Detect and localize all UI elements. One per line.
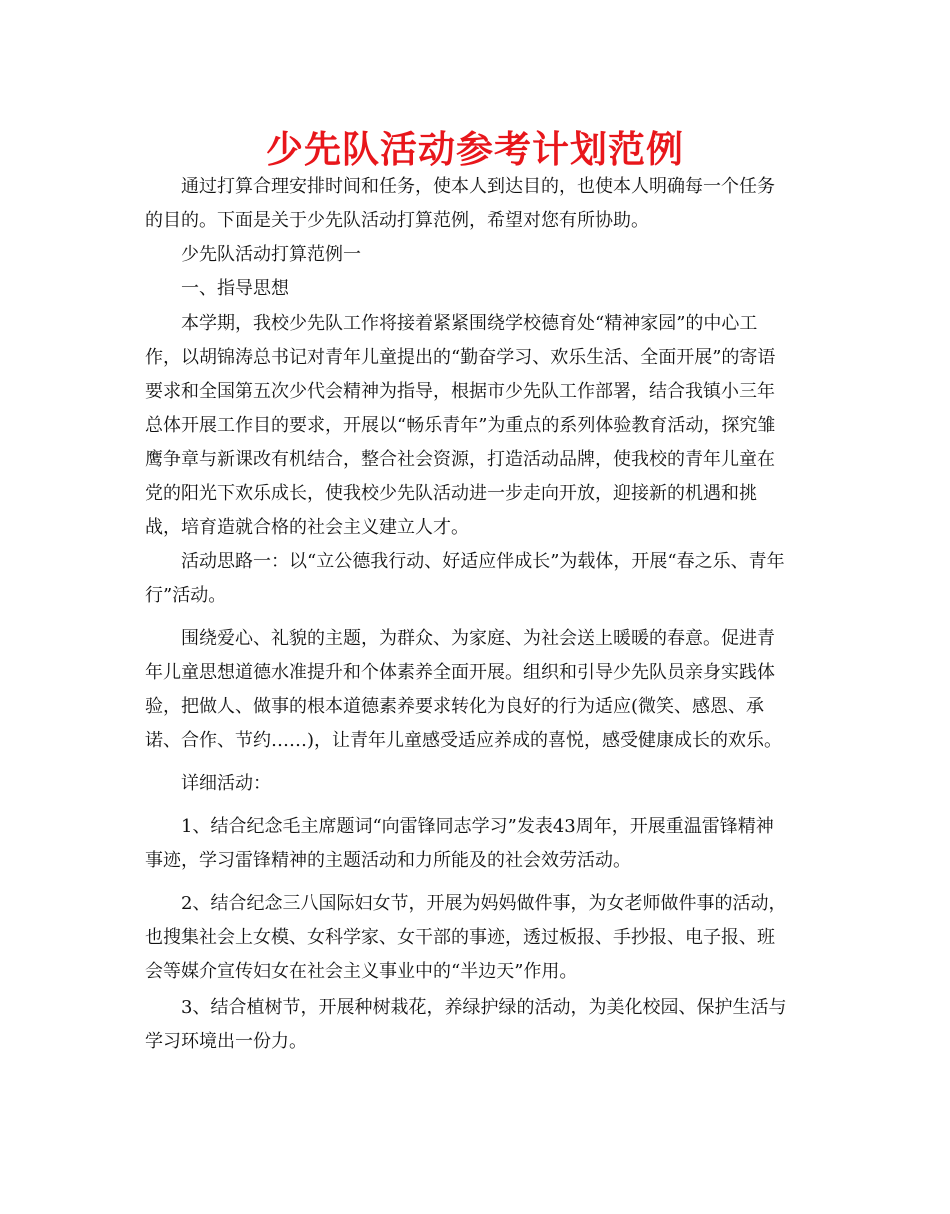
body-line: 学习环境出一份力。: [145, 1031, 307, 1052]
body-line: 围绕爱心、礼貌的主题，为群众、为家庭、为社会送上暖暖的春意。促进青: [181, 628, 775, 649]
body-line: 行”活动。: [145, 585, 227, 606]
body-line: 1、结合纪念毛主席题词“向雷锋同志学习”发表43周年，开展重温雷锋精神: [181, 816, 774, 837]
body-line: 诺、合作、节约……)，让青年儿童感受适应养成的喜悦，感受健康成长的欢乐。: [145, 730, 783, 751]
body-line: 作，以胡锦涛总书记对青年儿童提出的“勤奋学习、欢乐生活、全面开展”的寄语: [145, 347, 776, 368]
section-heading: 一、指导思想: [181, 278, 289, 299]
body-line: 2、结合纪念三八国际妇女节，开展为妈妈做件事，为女老师做件事的活动，: [181, 893, 787, 914]
body-line: 通过打算合理安排时间和任务，使本人到达目的，也使本人明确每一个任务: [181, 176, 775, 197]
body-line: 年儿童思想道德水准提升和个体素养全面开展。组织和引导少先队员亲身实践体: [145, 662, 775, 683]
body-line: 3、结合植树节，开展种树栽花，养绿护绿的活动，为美化校园、保护生活与: [181, 997, 787, 1018]
body-line: 的目的。下面是关于少先队活动打算范例，希望对您有所协助。: [145, 210, 649, 231]
document-title: 少先队活动参考计划范例: [266, 128, 684, 171]
body-line: 活动思路一：以“立公德我行动、好适应伴成长”为载体，开展“春之乐、青年: [181, 551, 785, 572]
body-line: 本学期，我校少先队工作将接着紧紧围绕学校德育处“精神家园”的中心工: [181, 313, 758, 334]
body-line: 会等媒介宣传妇女在社会主义事业中的“半边天”作用。: [145, 961, 578, 982]
body-line: 也搜集社会上女模、女科学家、女干部的事迹，透过板报、手抄报、电子报、班: [145, 927, 775, 948]
body-line: 战，培育造就合格的社会主义建立人才。: [145, 517, 469, 538]
section-heading: 少先队活动打算范例一: [181, 244, 361, 265]
body-line: 事迹，学习雷锋精神的主题活动和力所能及的社会效劳活动。: [145, 850, 631, 871]
section-heading: 详细活动：: [181, 773, 271, 794]
body-line: 党的阳光下欢乐成长，使我校少先队活动进一步走向开放，迎接新的机遇和挑: [145, 483, 757, 504]
body-line: 鹰争章与新课改有机结合，整合社会资源，打造活动品牌，使我校的青年儿童在: [145, 449, 775, 470]
body-line: 要求和全国第五次少代会精神为指导，根据市少先队工作部署，结合我镇小三年: [145, 381, 775, 402]
body-line: 验，把做人、做事的根本道德素养要求转化为良好的行为适应(微笑、感恩、承: [145, 696, 765, 717]
body-line: 总体开展工作目的要求，开展以“畅乐青年”为重点的系列体验教育活动，探究雏: [145, 415, 776, 436]
